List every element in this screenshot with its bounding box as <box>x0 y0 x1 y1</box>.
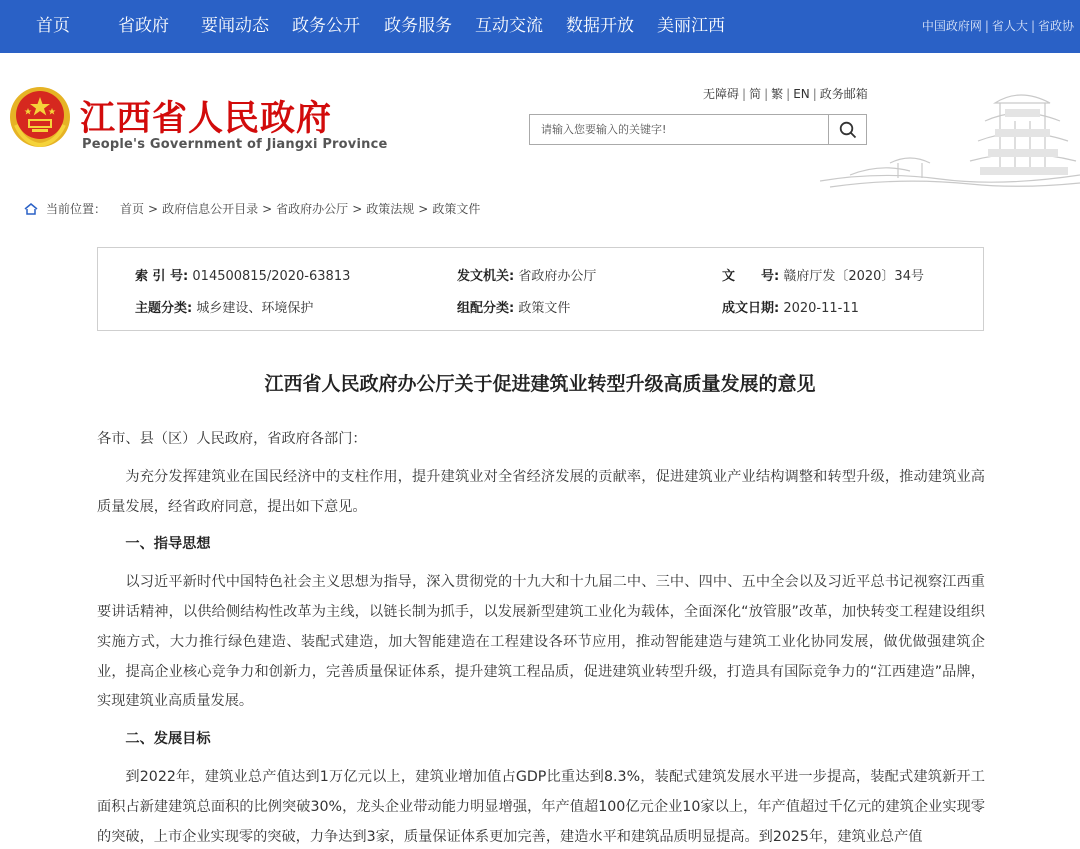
breadcrumb-item-office[interactable]: 省政府办公厅 <box>276 202 349 216</box>
breadcrumb-separator: > <box>418 201 429 216</box>
breadcrumb-label: 当前位置： <box>46 202 107 216</box>
nav-item-interaction[interactable]: 互动交流 <box>475 16 543 36</box>
link-accessibility[interactable]: 无障碍 <box>703 87 740 101</box>
pavilion-decoration <box>820 63 1080 190</box>
link-central-gov[interactable]: 中国政府网 <box>921 19 982 33</box>
separator: | <box>984 19 989 33</box>
national-emblem-icon <box>8 85 72 149</box>
breadcrumb-separator: > <box>148 201 159 216</box>
site-header <box>0 53 1080 190</box>
separator: | <box>764 87 769 101</box>
meta-date <box>722 297 859 316</box>
meta-topic <box>135 297 313 316</box>
meta-index-label: 索 引 号: <box>135 269 189 284</box>
section-paragraph-2: 到2022年，建筑业总产值达到1万亿元以上，建筑业增加值占GDP比重达到8.3%，装配式建筑发展水平进一步提高，装配式建筑新开工面积占新建建筑总面积的比例突破30%，龙头企业带动能力明显增强，年产值超100亿元企业10家以上，年产值超过千亿元的建筑企业实现零的突破，上市企业实现零的突破，力争达到3家，质量保证体系更加完善，建造水平和建筑品质明显提高。到2025年，建筑业总产值 <box>97 768 985 845</box>
article-intro: 为充分发挥建筑业在国民经济中的支柱作用，提升建筑业对全省经济发展的贡献率，促进建筑业产业结构调整和转型升级，推动建筑业高质量发展，经省政府同意，提出如下意见。 <box>97 468 985 515</box>
breadcrumb-item-regulations[interactable]: 政策法规 <box>366 202 415 216</box>
separator: | <box>1030 19 1035 33</box>
meta-index-value: 014500815/2020-63813 <box>192 269 351 284</box>
meta-index <box>135 265 350 284</box>
nav-item-beautiful-jiangxi[interactable]: 美丽江西 <box>657 16 725 36</box>
site-subtitle: People's Government of Jiangxi Province <box>82 137 388 152</box>
meta-docno-value: 赣府厅发〔2020〕34号 <box>783 269 924 284</box>
nav-item-news[interactable]: 要闻动态 <box>201 16 269 36</box>
article-body <box>97 425 985 849</box>
nav-item-province-gov[interactable]: 省政府 <box>118 16 169 36</box>
search-box <box>529 114 867 145</box>
link-traditional[interactable]: 繁 <box>771 87 784 101</box>
top-external-links <box>922 17 1074 34</box>
section-heading-1: 一、指导思想 <box>125 536 211 553</box>
document-meta-box <box>97 247 984 331</box>
meta-group-value: 政策文件 <box>518 301 571 316</box>
nav-item-home[interactable]: 首页 <box>36 16 70 36</box>
home-icon <box>24 203 38 215</box>
meta-issuer-label: 发文机关: <box>457 269 515 284</box>
separator: | <box>786 87 791 101</box>
link-gov-mailbox[interactable]: 政务邮箱 <box>819 87 868 101</box>
top-nav-bar <box>0 0 1080 53</box>
breadcrumb <box>24 200 480 217</box>
meta-issuer-value: 省政府办公厅 <box>518 269 597 284</box>
meta-date-value: 2020-11-11 <box>783 301 859 316</box>
nav-item-gov-open[interactable]: 政务公开 <box>292 16 360 36</box>
nav-item-open-data[interactable]: 数据开放 <box>566 16 634 36</box>
breadcrumb-item-home[interactable]: 首页 <box>120 202 145 216</box>
separator: | <box>812 87 817 101</box>
breadcrumb-item-policy-docs[interactable]: 政策文件 <box>432 202 481 216</box>
meta-topic-value: 城乡建设、环境保护 <box>196 301 314 316</box>
meta-date-label: 成文日期: <box>722 301 780 316</box>
section-heading-2: 二、发展目标 <box>125 731 211 748</box>
meta-group <box>457 297 570 316</box>
separator: | <box>742 87 747 101</box>
search-input[interactable] <box>530 115 828 144</box>
link-provincial-cppcc[interactable]: 省政协 <box>1037 19 1074 33</box>
breadcrumb-separator: > <box>352 201 363 216</box>
section-paragraph-1: 以习近平新时代中国特色社会主义思想为指导，深入贯彻党的十九大和十九届二中、三中、四中、五中全会以及习近平总书记视察江西重要讲话精神，以供给侧结构性改革为主线，以链长制为抓手，以发展新型建筑工业化为载体，全面深化“放管服”改革，加快转变工程建设组织实施方式，大力推行绿色建造、装配式建造，加大智能建造在工程建设各环节应用，推动智能建造与建筑工业化协同发展，做优做强建筑企业，提高企业核心竞争力和创新力，完善质量保证体系，提升建筑工程品质，促进建筑业转型升级，打造具有国际竞争力的“江西建造”品牌，实现建筑业高质量发展。 <box>97 574 985 710</box>
nav-item-gov-service[interactable]: 政务服务 <box>384 16 452 36</box>
breadcrumb-separator: > <box>262 201 273 216</box>
link-provincial-congress[interactable]: 省人大 <box>991 19 1028 33</box>
link-simplified[interactable]: 简 <box>749 87 762 101</box>
link-english[interactable]: EN <box>793 87 810 101</box>
meta-docno <box>722 265 924 284</box>
meta-topic-label: 主题分类: <box>135 301 193 316</box>
article-addressee: 各市、县（区）人民政府，省政府各部门： <box>97 431 367 447</box>
site-title[interactable]: 江西省人民政府 <box>80 99 333 139</box>
meta-issuer <box>457 265 596 284</box>
article-title: 江西省人民政府办公厅关于促进建筑业转型升级高质量发展的意见 <box>264 373 816 395</box>
meta-group-label: 组配分类: <box>457 301 515 316</box>
breadcrumb-item-catalog[interactable]: 政府信息公开目录 <box>162 202 259 216</box>
meta-docno-label: 文 号: <box>722 269 780 284</box>
